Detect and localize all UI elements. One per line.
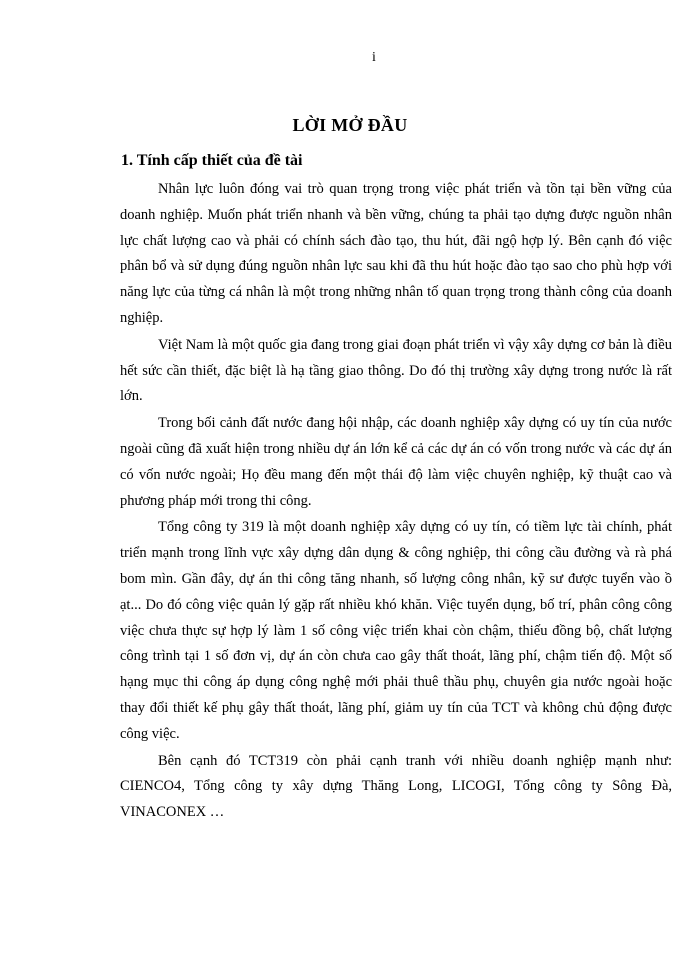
document-title: LỜI MỞ ĐẦU bbox=[292, 115, 408, 135]
paragraph-3: Trong bối cảnh đất nước đang hội nhập, các doanh nghiệp xây dựng có uy tín của nước ngoài cũng đã xuất hiện trong nhiều dự án lớn kể cả các dự án có vốn trong nước và các dự án có vốn nước ngoài; Họ đều mang đến một thái độ làm việc chuyên nghiệp, kỹ thuật cao và phương pháp mới trong thi công. bbox=[120, 415, 672, 509]
paragraph-4: Tổng công ty 319 là một doanh nghiệp xây dựng có uy tín, có tiềm lực tài chính, phát triển mạnh trong lĩnh vực xây dựng dân dụng & công nghiệp, thi công cầu đường và rà phá bom mìn. Gần đây, dự án thi công tăng nhanh, số lượng công nhân, kỹ sư được tuyển vào ồ ạt... Do đó công việc quản lý gặp rất nhiều khó khăn. Việc tuyển dụng, bố trí, phân công công việc chưa thực sự hợp lý làm 1 số công việc triển khai còn chậm, thiếu đồng bộ, chất lượng công trình tại 1 số đơn vị, dự án còn chưa cao gây thất thoát, lãng phí, chậm tiến độ. Một số hạng mục thi công áp dụng công nghệ mới phải thuê thầu phụ, chuyên gia nước ngoài hoặc thay đổi thiết kế phụ gây thất thoát, lãng phí, giảm uy tín của TCT và không chủ động được công việc. bbox=[120, 519, 672, 742]
paragraph-1: Nhân lực luôn đóng vai trò quan trọng trong việc phát triển và tồn tại bền vững của doanh nghiệp. Muốn phát triển nhanh và bền vững, chúng ta phải tạo dựng được nguồn nhân lực chất lượng cao và phải có chính sách đào tạo, thu hút, đãi ngộ hợp lý. Bên cạnh đó việc phân bổ và sử dụng đúng nguồn nhân lực sau khi đã thu hút hoặc đào tạo sao cho phù hợp với năng lực của từng cá nhân là một trong những nhân tố quan trọng trong thành công của doanh nghiệp. bbox=[120, 181, 672, 326]
paragraph-2: Việt Nam là một quốc gia đang trong giai đoạn phát triển vì vậy xây dựng cơ bản là điều hết sức cần thiết, đặc biệt là hạ tầng giao thông. Do đó thị trường xây dựng trong nước là rất lớn. bbox=[120, 336, 672, 405]
body-text bbox=[120, 177, 672, 826]
section-heading: 1. Tính cấp thiết của đề tài bbox=[121, 152, 303, 169]
page-number: i bbox=[372, 50, 376, 65]
paragraph-5: Bên cạnh đó TCT319 còn phải cạnh tranh với nhiều doanh nghiệp mạnh như: CIENCO4, Tổng công ty xây dựng Thăng Long, LICOGI, Tổng công ty Sông Đà, VINACONEX … bbox=[120, 752, 672, 821]
